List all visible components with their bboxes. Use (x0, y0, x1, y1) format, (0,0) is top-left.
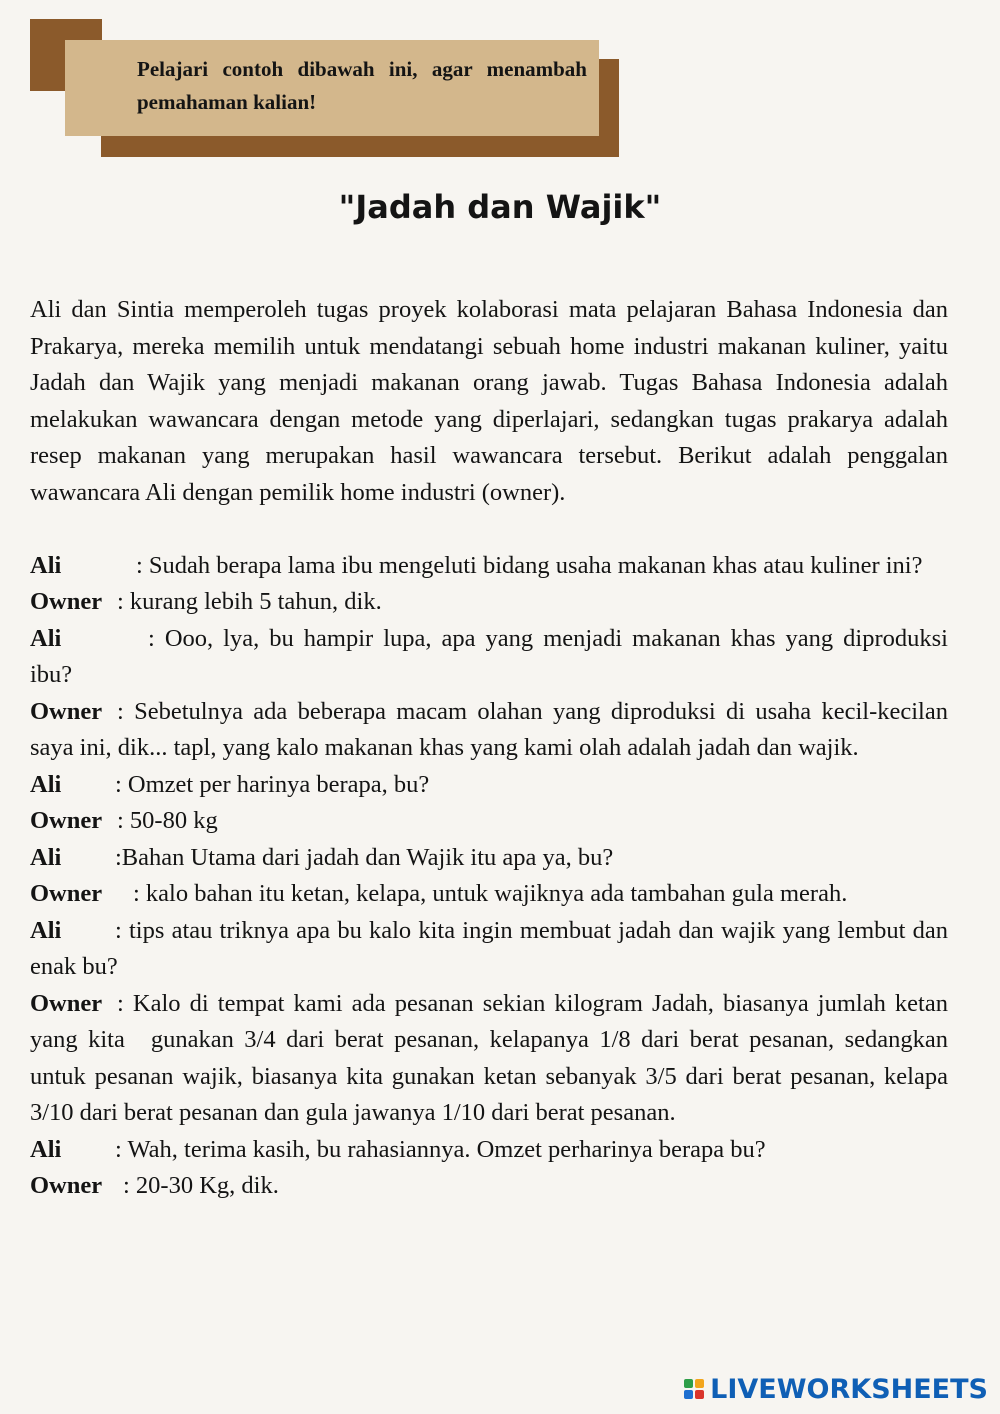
dialogue-line (30, 548, 948, 585)
dialogue-line (30, 986, 948, 1132)
speaker-label: Owner (30, 807, 103, 834)
speaker-label: Ali (30, 770, 62, 798)
dialogue-text: : Omzet per harinya berapa, bu? (115, 770, 430, 798)
watermark-text: LIVEWORKSHEETS (710, 1373, 988, 1405)
dialogue-text: : kalo bahan itu ketan, kelapa, untuk wajiknya ada tambahan gula merah. (133, 880, 848, 907)
liveworksheets-logo-icon (684, 1379, 704, 1399)
dialogue-line (30, 767, 948, 804)
intro-paragraph: Ali dan Sintia memperoleh tugas proyek kolaborasi mata pelajaran Bahasa Indonesia dan Prakarya, mereka memilih untuk mendatangi sebuah home industri makanan kuliner, yaitu Jadah dan Wajik yang menjadi makanan orang jawab. Tugas Bahasa Indonesia adalah melakukan wawancara dengan metode yang diperlajari, sedangkan tugas prakarya adalah resep makanan yang merupakan hasil wawancara tersebut. Berikut adalah penggalan wawancara Ali dengan pemilik home industri (owner). (30, 296, 948, 506)
speaker-label: Ali (30, 1135, 62, 1163)
speaker-label: Ali (30, 916, 62, 944)
dialogue-text-continued: gunakan 3/4 dari berat pesanan, kelapanya 1/8 dari berat pesanan, sedangkan untuk pesanan wajik, biasanya kita gunakan ketan sebanyak 3/5 dari berat pesanan, kelapa 3/10 dari berat pesanan dan gula jawanya 1/10 dari berat pesanan. (30, 1026, 948, 1126)
liveworksheets-watermark (684, 1372, 988, 1406)
dialogue-text: :Bahan Utama dari jadah dan Wajik itu apa ya, bu? (115, 843, 614, 871)
speaker-label: Ali (30, 624, 62, 652)
speaker-label: Owner (30, 989, 103, 1017)
dialogue-line (30, 1168, 948, 1205)
speaker-label: Ali (30, 843, 62, 871)
dialogue-line (30, 584, 948, 621)
dialogue-text: : Sudah berapa lama ibu mengeluti bidang usaha makanan khas atau kuliner ini? (136, 551, 923, 579)
instruction-text: Pelajari contoh dibawah ini, agar menambah pemahaman kalian! (137, 57, 587, 114)
speaker-label: Owner (30, 880, 103, 907)
dialogue-line (30, 840, 948, 877)
dialogue-text: : 50-80 kg (117, 807, 218, 834)
speaker-label: Ali (30, 551, 62, 579)
dialogue-text: : Kalo di tempat kami ada pesanan sekian kilogram Jadah, biasanya jumlah ketan yang kita (30, 989, 948, 1053)
dialogue-line (30, 913, 948, 986)
speaker-label: Owner (30, 1172, 103, 1199)
speaker-label: Owner (30, 697, 103, 725)
dialogue-line (30, 621, 948, 694)
instruction-box (65, 40, 599, 136)
dialogue-text: : 20-30 Kg, dik. (123, 1172, 279, 1199)
dialogue-text: : Ooo, lya, bu hampir lupa, apa yang menjadi makanan khas yang diproduksi ibu? (30, 624, 948, 688)
dialogue-text: : Sebetulnya ada beberapa macam olahan yang diproduksi di usaha kecil-kecilan saya ini, dik... tapl, yang kalo makanan khas yang kami olah adalah jadah dan wajik. (30, 697, 948, 761)
worksheet-content (30, 292, 948, 1205)
dialogue-line (30, 876, 948, 913)
dialogue-line (30, 694, 948, 767)
speaker-label: Owner (30, 588, 103, 615)
dialogue-text: : kurang lebih 5 tahun, dik. (117, 588, 382, 615)
dialogue-line (30, 803, 948, 840)
dialogue-line (30, 1132, 948, 1169)
dialogue-text: : Wah, terima kasih, bu rahasiannya. Omzet perharinya berapa bu? (115, 1135, 766, 1163)
dialogue-text: : tips atau triknya apa bu kalo kita ingin membuat jadah dan wajik yang lembut dan enak bu? (30, 916, 948, 980)
page-title: "Jadah dan Wajik" (338, 188, 662, 226)
